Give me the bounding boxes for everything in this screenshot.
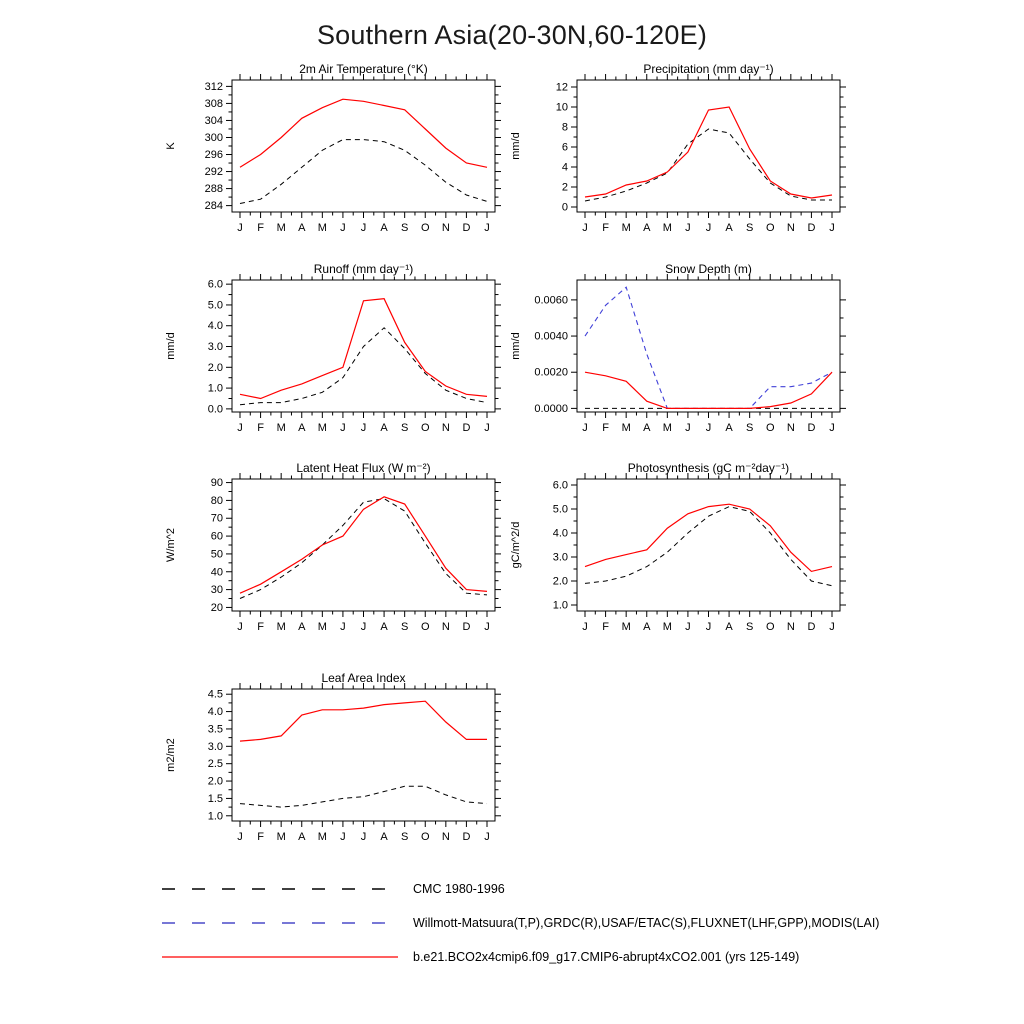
x-tick-label: J: [360, 621, 367, 633]
plot-frame: [577, 280, 840, 412]
x-tick-label: O: [765, 621, 775, 633]
x-tick-label: M: [621, 422, 631, 434]
x-tick-label: D: [462, 621, 471, 633]
y-tick-label: 70: [210, 512, 223, 525]
x-tick-label: F: [257, 422, 264, 434]
y-tick-label: 300: [204, 131, 223, 144]
y-axis-label: gC/m^2/d: [510, 521, 522, 569]
y-tick-label: 50: [210, 548, 223, 561]
y-tick-label: 5.0: [552, 503, 568, 516]
x-tick-label: J: [237, 222, 243, 234]
chart-lai: [160, 671, 505, 849]
plot-frame: [577, 479, 840, 611]
y-axis-label: mm/d: [510, 132, 522, 160]
series-obs-blue: [585, 287, 832, 408]
series-obs-cmc: [585, 507, 832, 586]
x-tick-label: A: [298, 831, 306, 843]
panel-runoff: [160, 262, 505, 445]
series-model: [585, 107, 832, 198]
x-tick-label: J: [685, 621, 691, 633]
panel-title: Snow Depth (m): [665, 262, 752, 276]
y-tick-label: 8: [561, 121, 568, 134]
x-tick-label: A: [725, 621, 733, 633]
y-tick-label: 6.0: [552, 479, 568, 492]
x-tick-label: O: [765, 222, 775, 234]
x-tick-label: M: [276, 621, 286, 633]
x-tick-label: O: [420, 831, 430, 843]
x-tick-label: D: [807, 422, 816, 434]
x-tick-label: F: [602, 222, 609, 234]
panel-title: 2m Air Temperature (°K): [299, 62, 428, 76]
series-model: [240, 99, 487, 167]
panel-precip: [505, 62, 850, 245]
x-tick-label: J: [685, 422, 691, 434]
panel-title: Precipitation (mm day⁻¹): [643, 62, 774, 76]
legend-entry-obs-products: [160, 906, 879, 940]
plot-frame: [577, 80, 840, 212]
x-tick-label: M: [317, 831, 327, 843]
x-tick-label: J: [829, 621, 835, 633]
y-tick-label: 0: [561, 201, 568, 214]
y-tick-label: 6.0: [207, 278, 223, 291]
y-tick-label: 3.5: [207, 723, 223, 736]
x-tick-label: J: [484, 831, 490, 843]
chart-lhf: [160, 461, 505, 639]
legend-line-obs-products: [160, 917, 400, 929]
x-tick-label: M: [662, 621, 672, 633]
y-tick-label: 284: [204, 200, 223, 213]
legend-label: b.e21.BCO2x4cmip6.f09_g17.CMIP6-abrupt4xCO2.001 (yrs 125-149): [413, 950, 800, 964]
x-tick-label: J: [705, 621, 712, 633]
y-tick-label: 80: [210, 494, 223, 507]
plot-frame: [232, 689, 495, 821]
series-obs-cmc: [585, 129, 832, 201]
panel-title: Photosynthesis (gC m⁻²day⁻¹): [627, 461, 790, 475]
panel-lai: [160, 671, 505, 854]
chart-precip: [505, 62, 850, 240]
x-tick-label: S: [400, 422, 409, 434]
y-tick-label: 3.0: [207, 740, 223, 753]
series-model: [240, 701, 487, 741]
panel-t2m: [160, 62, 505, 245]
y-tick-label: 12: [555, 81, 568, 94]
y-tick-label: 30: [210, 584, 223, 597]
x-tick-label: F: [602, 621, 609, 633]
y-axis-label: W/m^2: [165, 528, 177, 562]
x-tick-label: J: [685, 222, 691, 234]
x-tick-label: M: [317, 422, 327, 434]
x-tick-label: J: [360, 422, 367, 434]
x-tick-label: O: [420, 621, 430, 633]
x-tick-label: A: [380, 422, 388, 434]
y-tick-label: 0.0000: [534, 402, 568, 415]
y-axis-label: m2/m2: [165, 738, 177, 772]
y-tick-label: 288: [204, 183, 223, 196]
y-tick-label: 6: [561, 141, 568, 154]
legend: [160, 872, 879, 974]
x-tick-label: M: [662, 422, 672, 434]
panel-snow: [505, 262, 850, 445]
y-tick-label: 5.0: [207, 299, 223, 312]
series-model: [585, 372, 832, 408]
y-axis-label: K: [165, 142, 177, 150]
x-tick-label: J: [237, 621, 243, 633]
x-tick-label: J: [340, 831, 346, 843]
panel-gpp: [505, 461, 850, 644]
series-obs-cmc: [240, 786, 487, 807]
chart-runoff: [160, 262, 505, 440]
x-tick-label: J: [705, 222, 712, 234]
x-tick-label: D: [462, 222, 471, 234]
y-tick-label: 296: [204, 149, 223, 162]
x-tick-label: N: [441, 222, 450, 234]
y-tick-label: 292: [204, 166, 223, 179]
x-tick-label: D: [807, 621, 816, 633]
x-tick-label: M: [317, 621, 327, 633]
x-tick-label: M: [662, 222, 672, 234]
y-tick-label: 312: [204, 80, 223, 93]
x-tick-label: M: [621, 222, 631, 234]
y-tick-label: 0.0: [207, 403, 223, 416]
y-tick-label: 3.0: [207, 341, 223, 354]
chart-snow: [505, 262, 850, 440]
y-tick-label: 40: [210, 566, 223, 579]
x-tick-label: O: [420, 222, 430, 234]
figure-title: Southern Asia(20-30N,60-120E): [316, 20, 708, 50]
legend-entry-model-run: [160, 940, 879, 974]
x-tick-label: A: [380, 621, 388, 633]
x-tick-label: J: [484, 422, 490, 434]
x-tick-label: F: [257, 621, 264, 633]
x-tick-label: A: [380, 831, 388, 843]
x-tick-label: N: [786, 621, 795, 633]
y-tick-label: 4.0: [552, 527, 568, 540]
chart-t2m: [160, 62, 505, 240]
panel-lhf: [160, 461, 505, 644]
x-tick-label: J: [237, 831, 243, 843]
y-tick-label: 1.0: [207, 382, 223, 395]
x-tick-label: A: [643, 422, 651, 434]
y-tick-label: 0.0060: [534, 294, 568, 307]
y-tick-label: 10: [555, 101, 568, 114]
x-tick-label: A: [643, 621, 651, 633]
x-tick-label: J: [484, 222, 490, 234]
x-tick-label: F: [602, 422, 609, 434]
y-tick-label: 0.0040: [534, 330, 568, 343]
x-tick-label: J: [829, 422, 835, 434]
x-tick-label: J: [340, 621, 346, 633]
panel-title: Leaf Area Index: [321, 671, 406, 685]
x-tick-label: S: [400, 831, 409, 843]
x-tick-label: M: [276, 422, 286, 434]
y-tick-label: 1.0: [552, 599, 568, 612]
y-tick-label: 90: [210, 477, 223, 490]
y-tick-label: 4: [561, 161, 568, 174]
x-tick-label: J: [360, 831, 367, 843]
series-obs-cmc: [240, 499, 487, 599]
x-tick-label: O: [765, 422, 775, 434]
x-tick-label: M: [276, 831, 286, 843]
y-tick-label: 4.0: [207, 320, 223, 333]
y-tick-label: 1.5: [207, 792, 223, 805]
x-tick-label: A: [380, 222, 388, 234]
y-tick-label: 2.0: [207, 775, 223, 788]
x-tick-label: A: [298, 621, 306, 633]
x-tick-label: A: [298, 422, 306, 434]
series-obs-cmc: [240, 328, 487, 405]
y-tick-label: 4.0: [207, 706, 223, 719]
x-tick-label: N: [441, 831, 450, 843]
x-tick-label: J: [829, 222, 835, 234]
series-model: [240, 299, 487, 399]
y-tick-label: 2.5: [207, 758, 223, 771]
x-tick-label: J: [360, 222, 367, 234]
x-tick-label: N: [786, 422, 795, 434]
x-tick-label: M: [317, 222, 327, 234]
y-tick-label: 2.0: [552, 575, 568, 588]
x-tick-label: J: [582, 621, 588, 633]
x-tick-label: J: [340, 222, 346, 234]
y-tick-label: 2: [561, 181, 568, 194]
x-tick-label: D: [462, 831, 471, 843]
y-axis-label: mm/d: [510, 332, 522, 360]
panel-title: Runoff (mm day⁻¹): [313, 262, 414, 276]
x-tick-label: M: [276, 222, 286, 234]
legend-label: Willmott-Matsuura(T,P),GRDC(R),USAF/ETAC(S),FLUXNET(LHF,GPP),MODIS(LAI): [413, 916, 880, 930]
x-tick-label: A: [643, 222, 651, 234]
series-model: [585, 504, 832, 571]
x-tick-label: F: [257, 222, 264, 234]
x-tick-label: M: [621, 621, 631, 633]
y-tick-label: 2.0: [207, 361, 223, 374]
y-tick-label: 4.5: [207, 688, 223, 701]
x-tick-label: D: [462, 422, 471, 434]
x-tick-label: S: [745, 422, 754, 434]
y-tick-label: 1.0: [207, 810, 223, 823]
x-tick-label: J: [705, 422, 712, 434]
x-tick-label: N: [786, 222, 795, 234]
x-tick-label: D: [807, 222, 816, 234]
x-tick-label: N: [441, 621, 450, 633]
x-tick-label: A: [298, 222, 306, 234]
y-tick-label: 3.0: [552, 551, 568, 564]
x-tick-label: S: [745, 621, 754, 633]
legend-line-model-run: [160, 951, 400, 963]
y-tick-label: 308: [204, 97, 223, 110]
x-tick-label: S: [400, 621, 409, 633]
y-tick-label: 20: [210, 601, 223, 614]
x-tick-label: J: [582, 422, 588, 434]
y-tick-label: 60: [210, 530, 223, 543]
x-tick-label: A: [725, 422, 733, 434]
y-axis-label: mm/d: [165, 332, 177, 360]
series-obs-cmc: [240, 140, 487, 204]
x-tick-label: N: [441, 422, 450, 434]
x-tick-label: F: [257, 831, 264, 843]
legend-label: CMC 1980-1996: [413, 882, 505, 896]
chart-gpp: [505, 461, 850, 639]
x-tick-label: J: [484, 621, 490, 633]
legend-entry-cmc: [160, 872, 879, 906]
x-tick-label: A: [725, 222, 733, 234]
x-tick-label: J: [237, 422, 243, 434]
plot-frame: [232, 479, 495, 611]
x-tick-label: J: [582, 222, 588, 234]
legend-line-cmc: [160, 883, 400, 895]
x-tick-label: S: [400, 222, 409, 234]
x-tick-label: O: [420, 422, 430, 434]
y-tick-label: 304: [204, 114, 223, 127]
panel-title: Latent Heat Flux (W m⁻²): [296, 461, 431, 475]
y-tick-label: 0.0020: [534, 366, 568, 379]
series-model: [240, 497, 487, 593]
x-tick-label: J: [340, 422, 346, 434]
x-tick-label: S: [745, 222, 754, 234]
